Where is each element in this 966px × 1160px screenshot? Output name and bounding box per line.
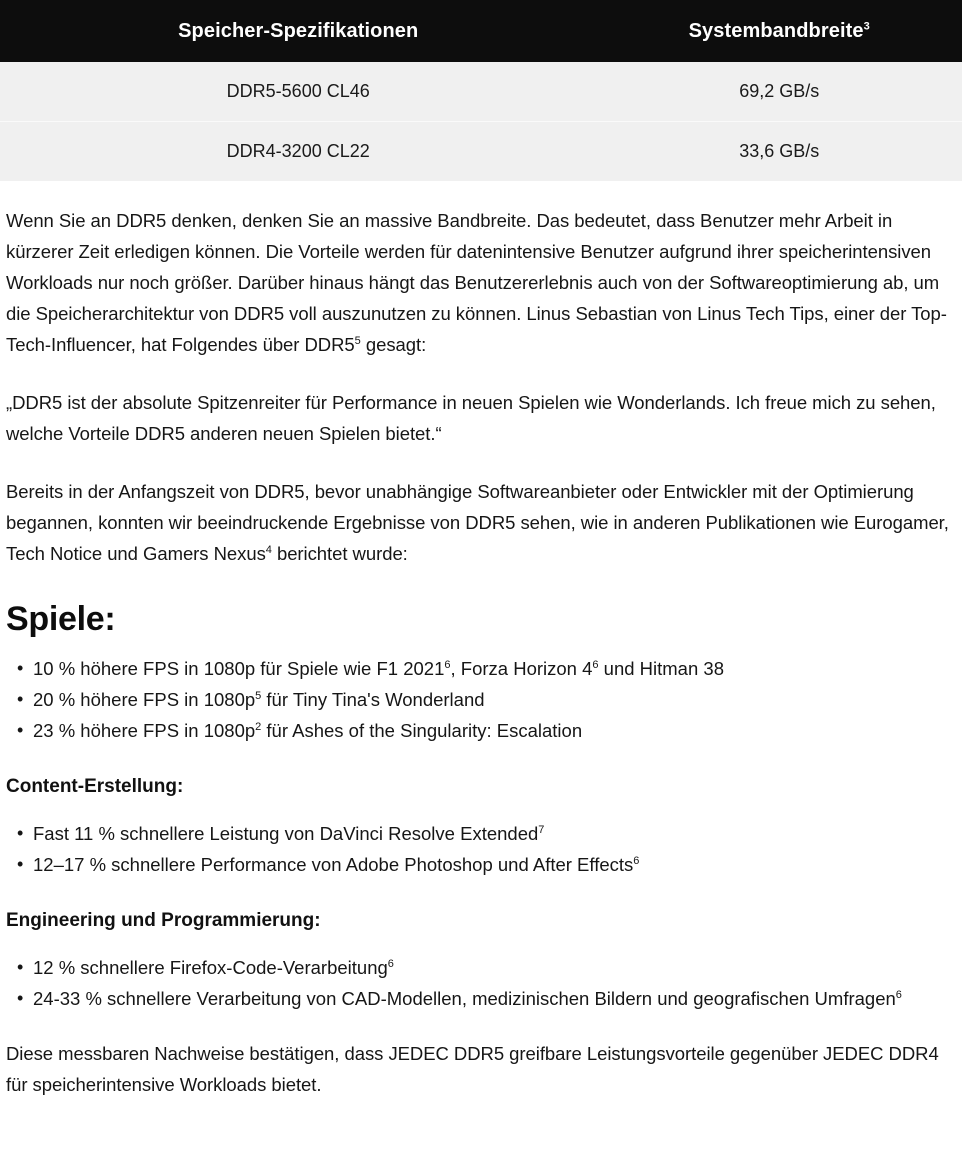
list-item-text: 24-33 % schnellere Verarbeitung von CAD-Modellen, medizinischen Bildern und geografischen Umfragen: [33, 988, 896, 1009]
table-row: [0, 122, 962, 182]
list-item-text-mid: , Forza Horizon 4: [450, 658, 593, 679]
intro-paragraph-text: Wenn Sie an DDR5 denken, denken Sie an massive Bandbreite. Das bedeutet, dass Benutzer mehr Arbeit in kürzerer Zeit erledigen können. Die Vorteile werden für datenintensive Benutzer aufgrund ihrer speicherintensiven Workloads nur noch größer. Darüber hinaus hängt das Benutzererlebnis auch von der Softwareoptimierung ab, um die Speicherarchitektur von DDR5 voll auszunutzen zu können. Linus Sebastian von Linus Tech Tips, einer der Top-Tech-Influencer, hat Folgendes über DDR5: [6, 210, 947, 355]
list-item: [6, 684, 960, 715]
intro-paragraph: [6, 205, 960, 360]
games-benefits-list: [6, 653, 960, 746]
section-heading-engineering: Engineering und Programmierung:: [6, 910, 321, 931]
engineering-benefits-list: [6, 952, 960, 1014]
list-item-footnote: 2: [255, 720, 262, 733]
list-item-footnote: 6: [387, 957, 394, 970]
list-item-text: 20 % höhere FPS in 1080p: [33, 689, 256, 710]
list-item-text-mid: für Ashes of the Singularity: Escalation: [261, 720, 583, 741]
list-item-text-mid: für Tiny Tina's Wonderland: [261, 689, 485, 710]
memory-spec-table: [0, 0, 962, 181]
intro-paragraph-text-tail: gesagt:: [360, 334, 427, 355]
list-item-footnote: 7: [538, 823, 545, 836]
intro-footnote: 5: [354, 334, 361, 347]
publications-footnote: 4: [265, 543, 272, 556]
quote-paragraph: „DDR5 ist der absolute Spitzenreiter für Performance in neuen Spielen wie Wonderlands. Ich freue mich zu sehen, welche Vorteile DDR5 anderen neuen Spielen bietet.“: [6, 392, 936, 444]
cell-bandwidth-ddr5: 69,2 GB/s: [596, 62, 962, 122]
list-item: [6, 849, 960, 880]
cell-spec-ddr5: DDR5-5600 CL46: [0, 62, 596, 122]
table-header: [0, 0, 962, 62]
list-item-text: Fast 11 % schnellere Leistung von DaVinci Resolve Extended: [33, 823, 539, 844]
content-creation-benefits-list: [6, 818, 960, 880]
publications-paragraph-text: Bereits in der Anfangszeit von DDR5, bevor unabhängige Softwareanbieter oder Entwickler mit der Optimierung begannen, konnten wir beeindruckende Ergebnisse von DDR5 sehen, wie in anderen Publikationen wie Eurogamer, Tech Notice und Gamers Nexus: [6, 481, 949, 564]
publications-paragraph: [6, 476, 960, 569]
list-item-text: 10 % höhere FPS in 1080p für Spiele wie F1 2021: [33, 658, 445, 679]
list-item-text: 23 % höhere FPS in 1080p: [33, 720, 256, 741]
conclusion-paragraph: Diese messbaren Nachweise bestätigen, dass JEDEC DDR5 greifbare Leistungsvorteile gegenüber JEDEC DDR4 für speicherintensive Workloads bietet.: [6, 1043, 939, 1095]
list-item-text: 12–17 % schnellere Performance von Adobe Photoshop und After Effects: [33, 854, 634, 875]
article-content: [0, 205, 966, 1100]
list-item: [6, 983, 960, 1014]
table-body: [0, 62, 962, 181]
table-header-row: [0, 0, 962, 62]
cell-spec-ddr4: DDR4-3200 CL22: [0, 122, 596, 182]
list-item-footnote: 6: [895, 988, 902, 1001]
column-header-spec: [0, 0, 596, 62]
column-header-bandwidth-footnote: 3: [863, 19, 870, 32]
table-row: [0, 62, 962, 122]
column-header-spec-label: Speicher-Spezifikationen: [178, 19, 419, 42]
section-heading-games: Spiele:: [6, 600, 116, 638]
column-header-bandwidth: [596, 0, 962, 62]
list-item: [6, 715, 960, 746]
list-item: [6, 653, 960, 684]
section-heading-content-creation: Content-Erstellung:: [6, 776, 184, 797]
list-item: [6, 818, 960, 849]
column-header-bandwidth-label: Systembandbreite: [688, 19, 864, 42]
list-item-text: 12 % schnellere Firefox-Code-Verarbeitung: [33, 957, 388, 978]
cell-bandwidth-ddr4: 33,6 GB/s: [596, 122, 962, 182]
publications-paragraph-text-tail: berichtet wurde:: [271, 543, 408, 564]
list-item-footnote: 5: [255, 689, 262, 702]
list-item: [6, 952, 960, 983]
list-item-footnote: 6: [444, 658, 451, 671]
list-item-footnote-2: 6: [592, 658, 599, 671]
list-item-text-tail: und Hitman 38: [598, 658, 724, 679]
list-item-footnote: 6: [633, 854, 640, 867]
